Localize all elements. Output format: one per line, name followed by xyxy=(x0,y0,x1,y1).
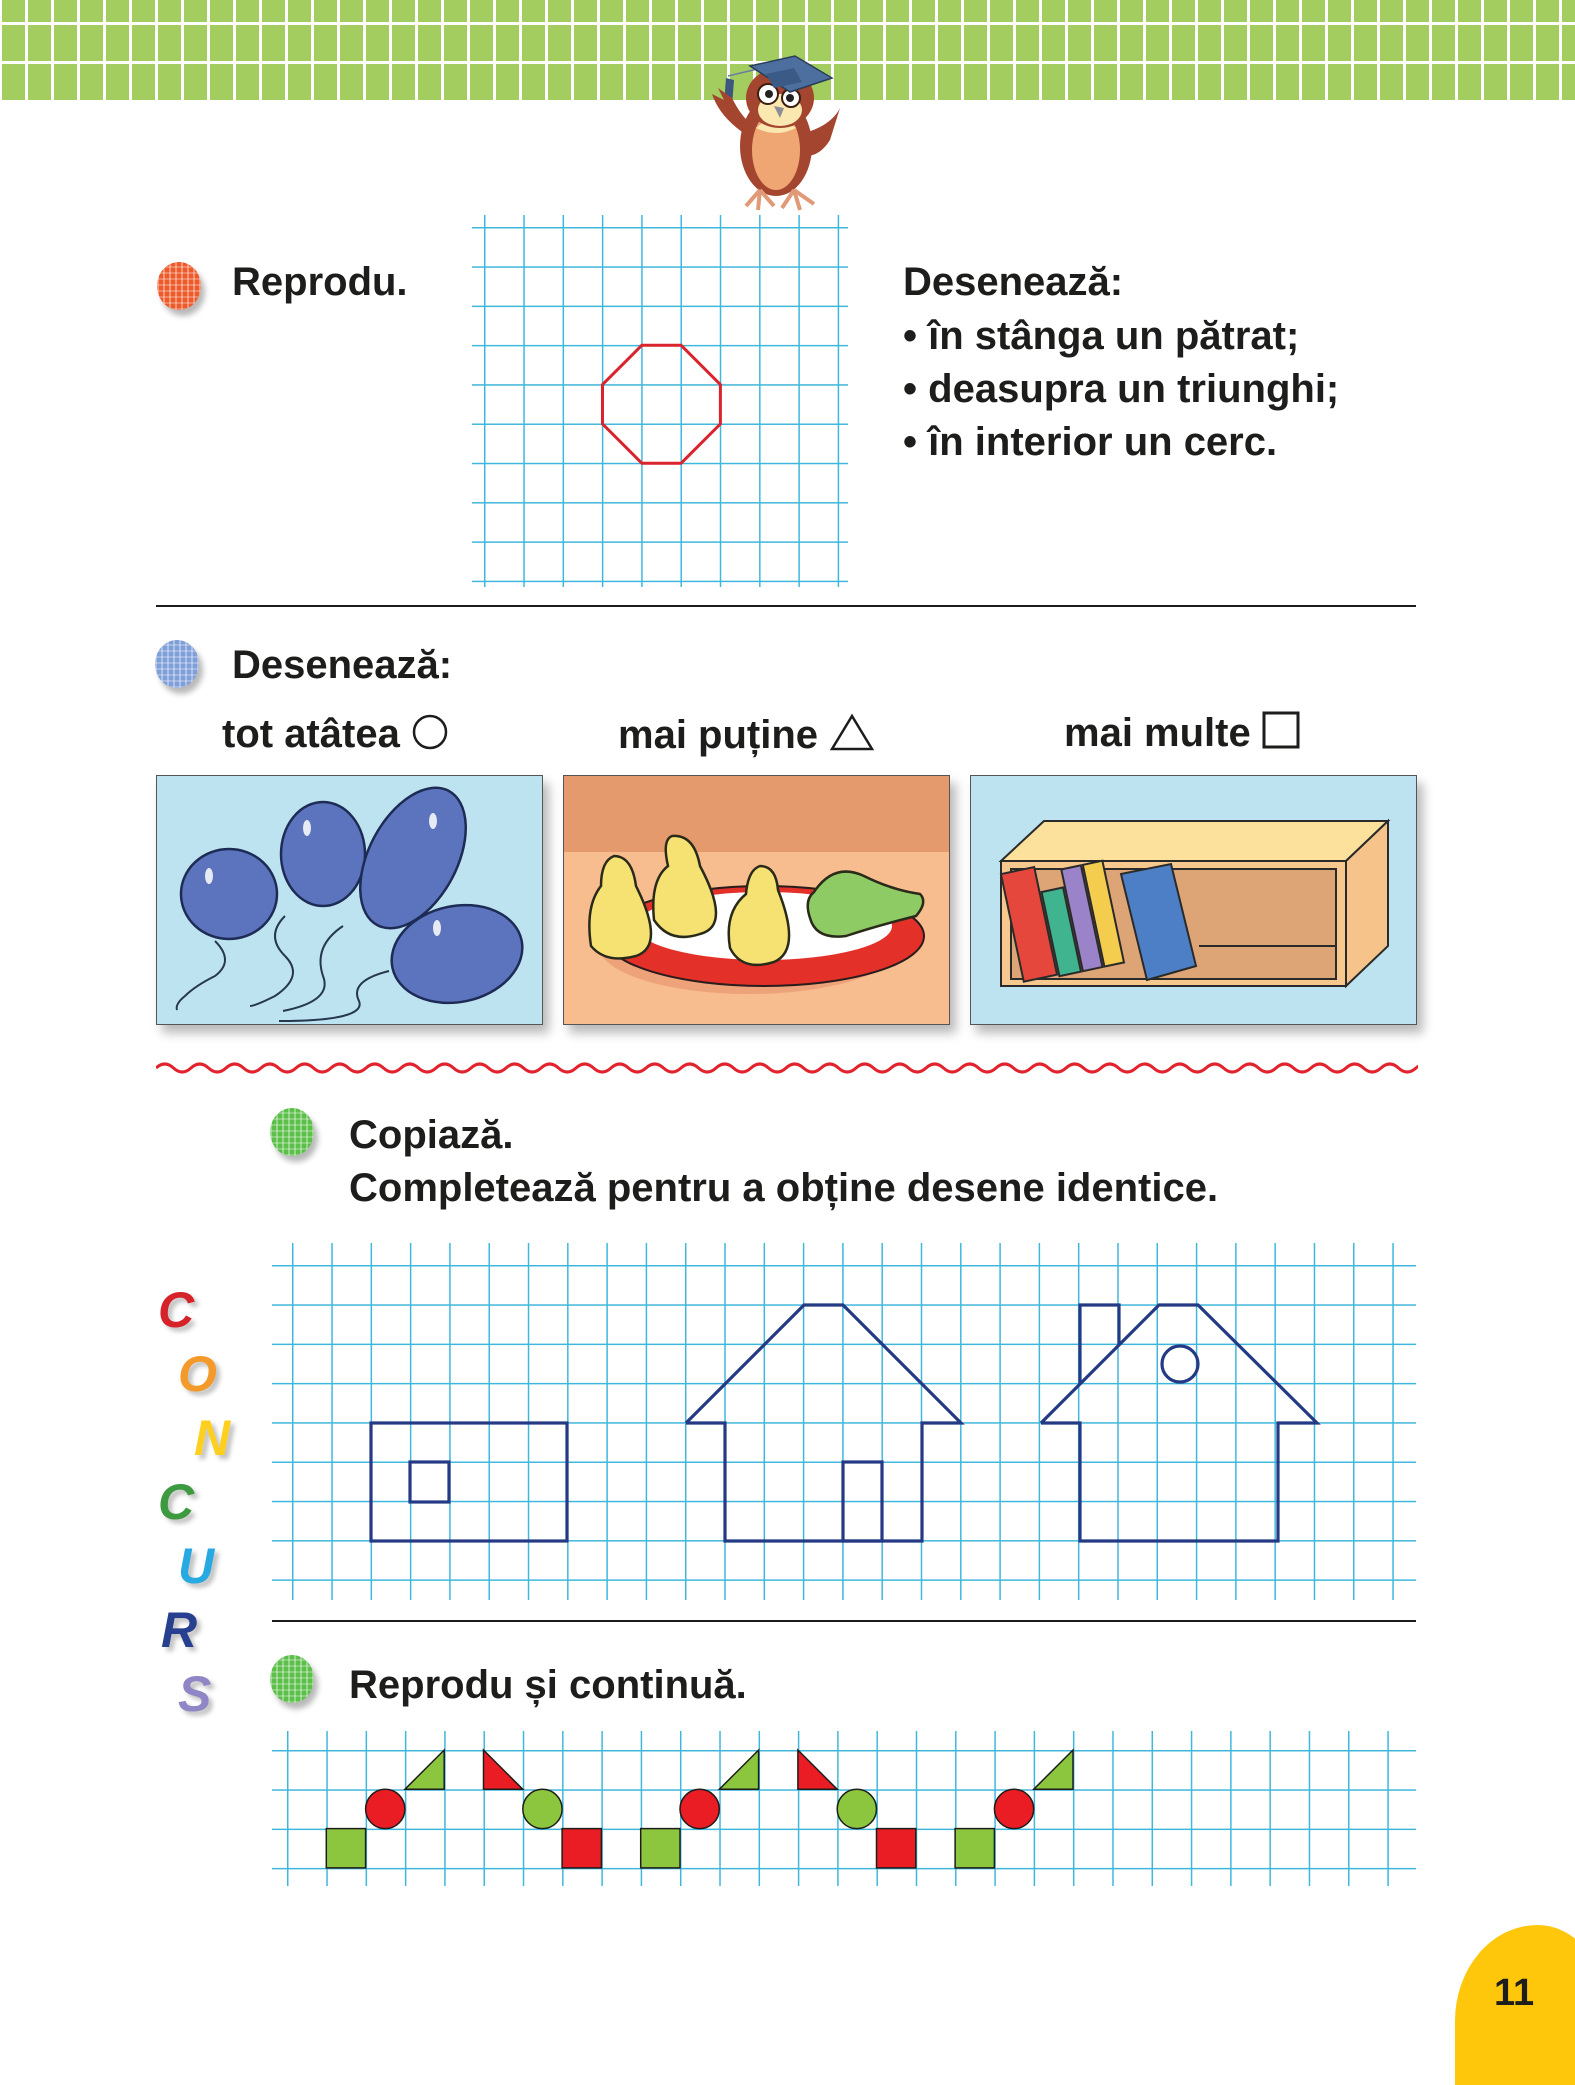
section-divider xyxy=(272,1620,1416,1622)
section-divider xyxy=(156,605,1416,607)
concurs-letter: U xyxy=(178,1538,215,1594)
page-number: 11 xyxy=(1494,1972,1535,2014)
owl-graduate-icon xyxy=(690,28,860,213)
exercise1-title: Reprodu. xyxy=(232,260,408,304)
instruction-item: • deasupra un triunghi; xyxy=(903,367,1340,411)
exercise2-title: Desenează: xyxy=(232,643,453,687)
pears-illustration xyxy=(564,776,949,1024)
pattern-green-square xyxy=(326,1829,365,1868)
pattern-green-circle xyxy=(837,1789,876,1828)
house-drawings xyxy=(272,1243,1416,1600)
circle-outline-icon xyxy=(411,713,449,751)
bookshelf-illustration xyxy=(971,776,1416,1024)
pattern-red-triangle-left xyxy=(798,1750,837,1789)
exercise4-title: Reprodu și continuă. xyxy=(349,1663,747,1707)
pattern-green-triangle-right xyxy=(1034,1750,1073,1789)
bullet-icon: • xyxy=(903,367,918,411)
concurs-vertical-label xyxy=(158,1282,231,1733)
pattern-green-square xyxy=(641,1829,680,1868)
pattern-red-square xyxy=(877,1829,916,1868)
pattern-red-square xyxy=(562,1829,601,1868)
concurs-letter: S xyxy=(178,1666,212,1722)
exercise1-instructions-title: Desenează: xyxy=(903,260,1124,304)
pattern-red-circle xyxy=(366,1789,405,1828)
pattern-green-square xyxy=(955,1829,994,1868)
square-outline-icon xyxy=(1262,710,1302,750)
exercise4-bullet-icon xyxy=(270,1655,314,1703)
balloons-picture xyxy=(156,775,543,1025)
pattern-green-triangle-right xyxy=(405,1750,444,1789)
prompt-same-count: tot atâtea xyxy=(222,712,449,757)
concurs-letter: C xyxy=(158,1474,195,1530)
exercise1-bullet-icon xyxy=(157,262,201,310)
bullet-icon: • xyxy=(903,314,918,358)
shape-pattern xyxy=(272,1731,1416,1886)
triangle-outline-icon xyxy=(829,712,875,752)
red-octagon-figure xyxy=(472,215,848,587)
pattern-green-triangle-right xyxy=(719,1750,758,1789)
prompt-fewer: mai puține xyxy=(618,712,875,758)
pears-picture xyxy=(563,775,950,1025)
pattern-red-circle xyxy=(680,1789,719,1828)
exercise3-subtitle: Completează pentru a obține desene identice. xyxy=(349,1166,1219,1210)
small-window-figure xyxy=(410,1462,449,1502)
wavy-divider xyxy=(156,1058,1418,1078)
instruction-item: • în stânga un pătrat; xyxy=(903,314,1300,358)
exercise1-instructions-list xyxy=(903,316,1339,462)
exercise3-title: Copiază. xyxy=(349,1113,514,1157)
concurs-letter: N xyxy=(194,1410,231,1466)
exercise2-bullet-icon xyxy=(155,640,199,688)
rectangle-figure xyxy=(371,1423,567,1541)
instruction-item: • în interior un cerc. xyxy=(903,420,1278,464)
balloons-illustration xyxy=(157,776,542,1024)
bookshelf-picture xyxy=(970,775,1417,1025)
pattern-red-circle xyxy=(994,1789,1033,1828)
concurs-letter: R xyxy=(161,1602,198,1658)
pattern-red-triangle-left xyxy=(484,1750,523,1789)
exercise3-bullet-icon xyxy=(270,1108,314,1156)
concurs-letter: C xyxy=(158,1282,195,1338)
prompt-more: mai multe xyxy=(1064,710,1302,756)
concurs-letter: O xyxy=(178,1346,217,1402)
pattern-green-circle xyxy=(523,1789,562,1828)
bullet-icon: • xyxy=(903,420,918,464)
